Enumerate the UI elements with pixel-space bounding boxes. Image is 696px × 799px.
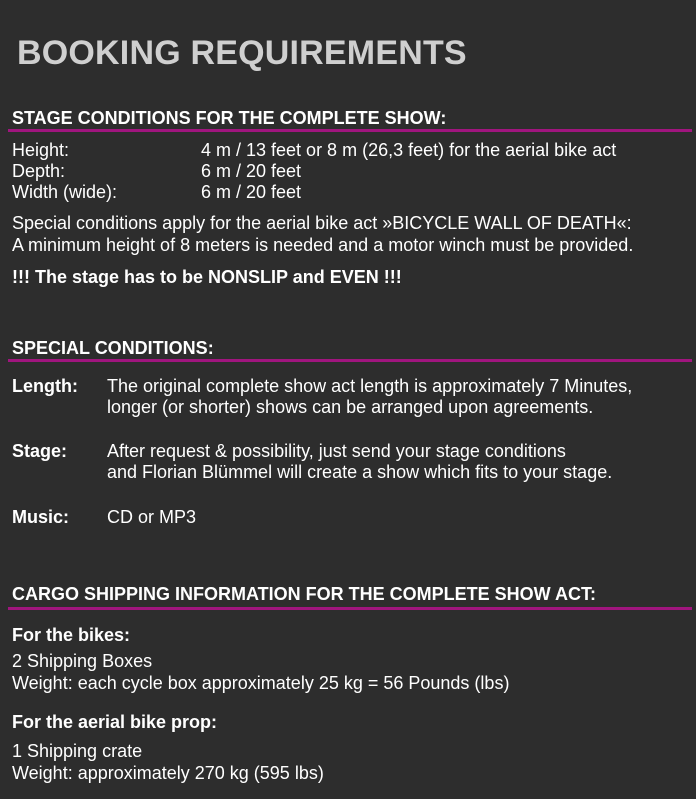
bikes-boxes: 2 Shipping Boxes	[12, 651, 153, 671]
width-value: 6 m / 20 feet	[201, 182, 302, 202]
stage-conditions-heading: STAGE CONDITIONS FOR THE COMPLETE SHOW:	[12, 108, 447, 128]
length-label: Length:	[12, 376, 78, 396]
music-value: CD or MP3	[107, 507, 197, 527]
cargo-shipping-divider	[8, 607, 692, 610]
bikes-weight: Weight: each cycle box approximately 25 kg = 56 Pounds (lbs)	[12, 673, 510, 693]
aerial-prop-crate: 1 Shipping crate	[12, 741, 143, 761]
depth-label: Depth:	[12, 161, 66, 181]
aerial-special-condition-line1: Special conditions apply for the aerial bike act »BICYCLE WALL OF DEATH«:	[12, 213, 632, 233]
length-line1: The original complete show act length is approximately 7 Minutes,	[107, 376, 633, 396]
music-label: Music:	[12, 507, 70, 527]
stage-line1: After request & possibility, just send your stage conditions	[107, 441, 566, 461]
nonslip-warning: !!! The stage has to be NONSLIP and EVEN !!!	[12, 267, 402, 287]
height-value: 4 m / 13 feet or 8 m (26,3 feet) for the aerial bike act	[201, 140, 617, 160]
stage-label: Stage:	[12, 441, 68, 461]
width-label: Width (wide):	[12, 182, 118, 202]
cargo-shipping-heading: CARGO SHIPPING INFORMATION FOR THE COMPLETE SHOW ACT:	[12, 584, 596, 604]
height-label: Height:	[12, 140, 70, 160]
special-conditions-heading: SPECIAL CONDITIONS:	[12, 338, 214, 358]
stage-conditions-divider	[8, 129, 692, 132]
special-conditions-divider	[8, 359, 692, 362]
aerial-special-condition-line2: A minimum height of 8 meters is needed and a motor winch must be provided.	[12, 235, 634, 255]
stage-line2: and Florian Blümmel will create a show which fits to your stage.	[107, 462, 613, 482]
length-line2: longer (or shorter) shows can be arranged upon agreements.	[107, 397, 594, 417]
aerial-prop-group-title: For the aerial bike prop:	[12, 712, 218, 732]
bikes-group-title: For the bikes:	[12, 625, 131, 645]
aerial-prop-weight: Weight: approximately 270 kg (595 lbs)	[12, 763, 324, 783]
page-title: BOOKING REQUIREMENTS	[17, 34, 467, 72]
depth-value: 6 m / 20 feet	[201, 161, 302, 181]
